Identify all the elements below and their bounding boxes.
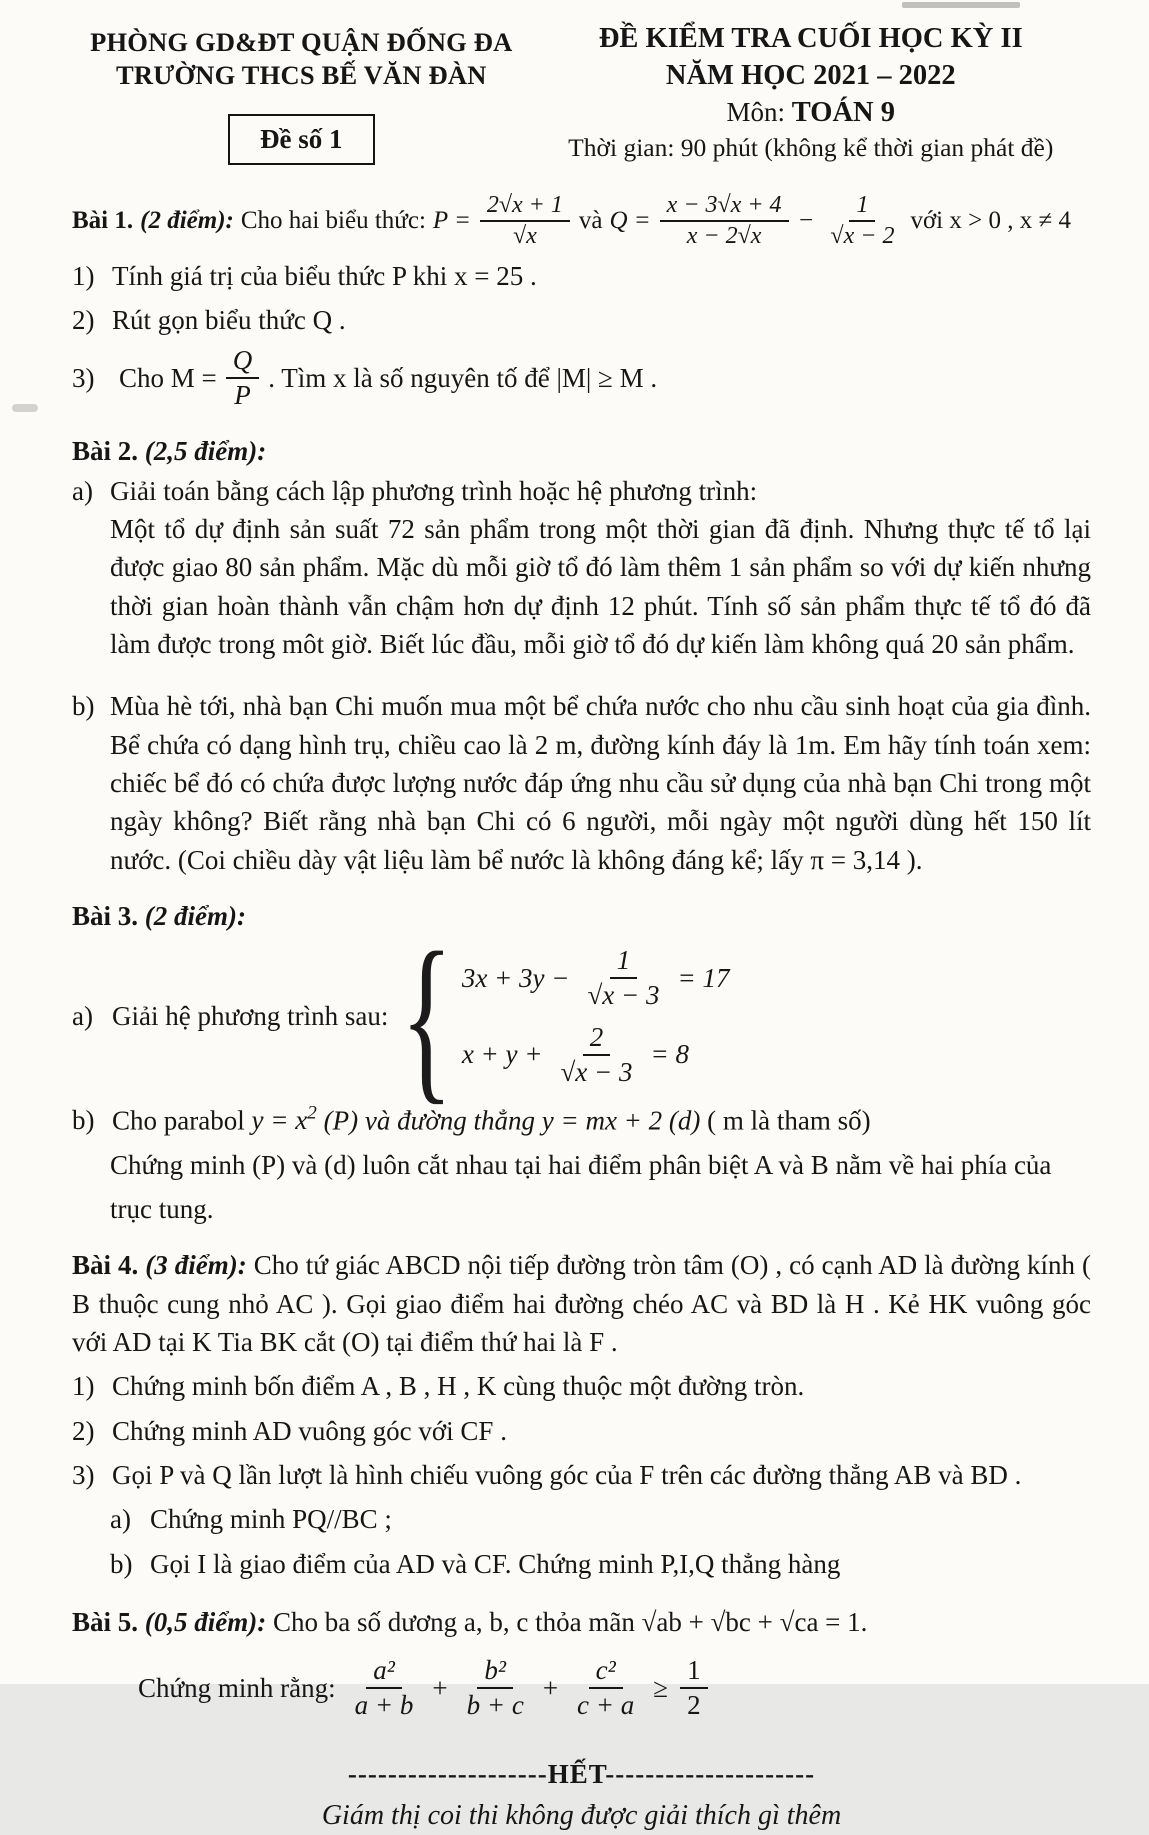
fraction (580, 945, 666, 1011)
fraction-1 (348, 1655, 421, 1721)
exam-header (72, 20, 1091, 166)
parabola-formula (251, 1102, 317, 1136)
fraction-m (226, 345, 260, 411)
item-marker: 1) (72, 1371, 95, 1402)
equation-rhs: = 8 (650, 1039, 689, 1070)
time-limit: Thời gian: 90 phút (không kể thời gian phát đề) (568, 133, 1054, 163)
denominator: a + b (354, 1690, 414, 1721)
item-text: Chứng minh PQ//BC ; (150, 1504, 392, 1535)
problem-label: Bài 3. (72, 901, 139, 932)
scan-artifact (902, 2, 1020, 8)
plus-sign: + (432, 1673, 448, 1704)
problem-4-statement (72, 1246, 1091, 1361)
text-pre: Cho parabol (112, 1105, 245, 1136)
header-left (72, 20, 531, 166)
spacer (72, 663, 1091, 679)
problem-1-item-2 (72, 301, 1091, 339)
item-marker: b) (72, 691, 95, 722)
numerator: 2 (583, 1022, 611, 1056)
problem-3-part-b-line1 (72, 1100, 1091, 1140)
numerator: c² (589, 1655, 623, 1689)
problem-intro: Cho tứ giác ABCD nội tiếp đường tròn tâm (O) , có cạnh AD là đường kính ( B thuộc cung nhỏ AC ). Gọi giao điểm hai đường chéo AC và BD là H . Kẻ HK vuông góc với AD tại K Tia BK cắt (O) tại điểm thứ hai là F . (72, 1250, 1092, 1357)
item-text: Một tổ dự định sản suất 72 sản phẩm trong một thời gian đã định. Nhưng thực tế tổ lại được giao 80 sản phẩm. Mặc dù mỗi giờ tổ đó làm thêm 1 sản phẩm so với dự kiến nhưng thời gian hoàn thành vẫn chậm hơn dự định 12 phút. Tính số sản phẩm thực tế tổ đó đã làm được trong môt giờ. Biết lúc đầu, mỗi giờ tổ đó dự kiến làm không quá 20 sản phẩm. (110, 514, 1091, 660)
item-text: Giải toán bằng cách lập phương trình hoặc hệ phương trình: (110, 475, 758, 506)
minus-sign: − (797, 207, 815, 235)
denominator: b + c (466, 1690, 524, 1721)
department-name: PHÒNG GD&ĐT QUẬN ĐỐNG ĐA (90, 27, 513, 57)
problem-3-heading (72, 897, 1091, 935)
problem-4-item-3 (72, 1456, 1091, 1494)
problem-points: (2 điểm): (140, 207, 234, 235)
problem-3-part-b-line3: trục tung. (110, 1193, 214, 1224)
line-formula: y = mx + 2 (d) (541, 1105, 701, 1136)
item-text: Mùa hè tới, nhà bạn Chi muốn mua một bể chứa nước cho nhu cầu sinh hoạt của gia đình. Bể chứa có dạng hình trụ, chiều cao là 2 m, đường kính đáy là 1m. Em hãy tính toán xem: chiếc bể đó có chứa được lượng nước đáp ứng nhu cầu sử dụng của nhà bạn Chi trong một ngày không? Biết rằng nhà bạn Chi có 6 người, mỗi ngày một người dùng hết 150 lít nước. (Coi chiều dày vật liệu làm bể nước là không đáng kể; lấy π = 3,14 ). (110, 691, 1091, 875)
equation-2 (462, 1022, 730, 1088)
problem-points: (2 điểm): (144, 901, 246, 932)
equation-lhs: x + y + (461, 1039, 543, 1070)
problem-5-inequality (138, 1655, 1091, 1721)
problem-1-statement (72, 192, 1091, 251)
plus-sign: + (542, 1673, 559, 1704)
problem-2-part-b (72, 687, 1091, 879)
item-marker: a) (72, 475, 93, 506)
school-name: TRƯỜNG THCS BẾ VĂN ĐÀN (115, 60, 487, 91)
equation-rhs: = 17 (677, 963, 730, 994)
denominator: x − 2√x (686, 223, 762, 250)
fraction-q1 (660, 192, 789, 251)
item-marker: b) (110, 1548, 133, 1579)
text-post: ( m là tham số) (707, 1105, 871, 1136)
problem-2 (72, 432, 1091, 880)
item-marker: 1) (72, 260, 95, 291)
problem-2-part-a-body (72, 510, 1091, 663)
problem-1-item-1 (72, 257, 1091, 295)
proctor-note: Giám thị coi thi không được giải thích gì thêm (321, 1799, 842, 1831)
equation-lhs: 3x + 3y − (461, 963, 570, 994)
numerator: b² (477, 1655, 513, 1689)
problem-2-heading (72, 432, 1091, 470)
problem-label: Bài 5. (72, 1606, 139, 1637)
problem-2-part-a-intro (72, 472, 1091, 510)
item-text: Rút gọn biểu thức Q . (112, 305, 346, 336)
item-marker (72, 510, 110, 663)
problem-label: Bài 2. (72, 435, 139, 466)
denominator: √x − 3 (587, 980, 660, 1011)
item-text: Gọi I là giao điểm của AD và CF. Chứng minh P,I,Q thẳng hàng (150, 1548, 841, 1579)
problem-label: Bài 1. (72, 207, 134, 235)
problem-3 (72, 897, 1091, 1228)
item-marker: 2) (72, 305, 95, 336)
item-text: Chứng minh AD vuông góc với CF . (112, 1415, 507, 1446)
item-marker: b) (72, 1105, 95, 1136)
problem-1 (72, 192, 1091, 412)
problem-4 (72, 1246, 1091, 1583)
denominator: √x − 2 (830, 223, 895, 250)
geq-sign: ≥ (653, 1673, 669, 1704)
numerator: 1 (680, 1655, 708, 1689)
equation-1 (462, 945, 730, 1011)
fraction-q2 (823, 192, 901, 251)
exponent: 2 (307, 1102, 317, 1124)
problem-points: (0,5 điểm): (144, 1606, 267, 1637)
formula-base: y = x (251, 1105, 308, 1136)
item-text: Gọi P và Q lần lượt là hình chiếu vuông góc của F trên các đường thẳng AB và BD . (112, 1459, 1022, 1490)
scan-artifact (12, 404, 38, 412)
problem-intro: Cho ba số dương a, b, c thỏa mãn √ab + √bc + √ca = 1. (272, 1606, 868, 1637)
numerator: x − 3√x + 4 (660, 192, 789, 223)
problem-1-item-3 (72, 345, 1091, 411)
problem-label: Bài 4. (72, 1250, 139, 1281)
numerator: 1 (610, 945, 638, 979)
formula-q-lhs: Q = (609, 207, 651, 235)
subject-line (531, 94, 1091, 131)
denominator: √x (512, 223, 537, 250)
problem-4-item-1 (72, 1367, 1091, 1405)
numerator: 1 (849, 192, 875, 223)
problem-4-subitem-b (110, 1545, 1091, 1583)
item-marker: a) (72, 1001, 93, 1032)
fraction-3 (570, 1655, 641, 1721)
fraction (553, 1022, 639, 1088)
problem-4-subitem-a (110, 1500, 1091, 1538)
text-mid: (P) và đường thẳng (323, 1105, 535, 1136)
exam-code-box (228, 114, 375, 164)
problem-5-statement (72, 1603, 1091, 1641)
problem-3-part-b-line2: Chứng minh (P) và (d) luôn cắt nhau tại hai điểm phân biệt A và B nằm về hai phía của (110, 1149, 1052, 1180)
equation-system (462, 945, 730, 1087)
item-text: Chứng minh bốn điểm A , B , H , K cùng thuộc một đường tròn. (112, 1371, 805, 1402)
item-text (112, 1100, 871, 1140)
school-year: NĂM HỌC 2021 – 2022 (665, 60, 956, 92)
subject-label: Môn: (726, 97, 786, 128)
subject-name: TOÁN 9 (791, 97, 895, 129)
problem-points: (3 điểm): (145, 1250, 247, 1281)
denominator: c + a (577, 1690, 635, 1721)
formula-p-lhs: P = (432, 207, 471, 235)
item-marker: 2) (72, 1415, 95, 1446)
system-brace: { (400, 913, 454, 1120)
item-marker: 3) (72, 1459, 95, 1490)
fraction-p (480, 192, 570, 251)
item-text-pre: Cho M = (119, 363, 217, 394)
item-text: Tính giá trị của biểu thức P khi x = 25 . (112, 260, 537, 291)
item-text-post: . Tìm x là số nguyên tố để |M| ≥ M . (268, 363, 658, 394)
item-text: Giải hệ phương trình sau: (112, 1001, 389, 1032)
fraction-4 (680, 1655, 708, 1721)
denominator: 2 (687, 1690, 701, 1721)
numerator: 2√x + 1 (480, 192, 570, 223)
exam-title: ĐỀ KIỂM TRA CUỐI HỌC KỲ II (598, 23, 1023, 54)
fraction-2 (460, 1655, 531, 1721)
exam-code-label: Đề số 1 (260, 124, 343, 155)
conjunction: và (578, 207, 603, 235)
problem-4-item-2 (72, 1412, 1091, 1450)
problem-5 (72, 1603, 1091, 1721)
prove-label: Chứng minh rằng: (138, 1673, 336, 1704)
exam-footer (72, 1755, 1091, 1835)
item-marker: 3) (72, 363, 95, 394)
denominator: P (234, 380, 251, 411)
header-right (531, 20, 1091, 166)
denominator: √x − 3 (560, 1056, 633, 1087)
item-marker: a) (110, 1504, 131, 1535)
domain-condition: với x > 0 , x ≠ 4 (910, 207, 1071, 235)
numerator: a² (366, 1655, 402, 1689)
end-of-exam-line: --------------------HẾT--------------------- (347, 1759, 816, 1790)
problem-intro: Cho hai biểu thức: (240, 207, 426, 235)
problem-points: (2,5 điểm): (144, 435, 267, 466)
numerator: Q (226, 345, 260, 379)
